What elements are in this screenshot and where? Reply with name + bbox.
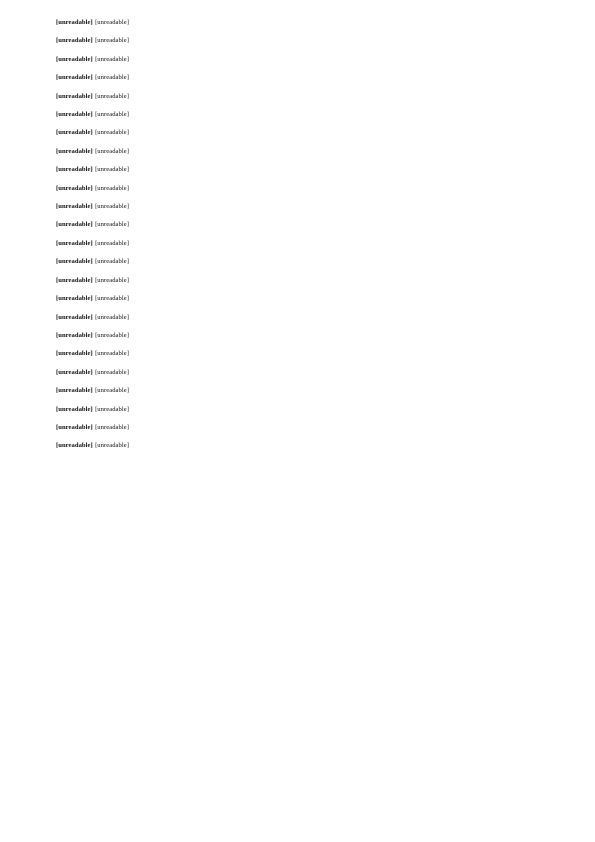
entry-definition: [unreadable]: [95, 37, 129, 45]
entry-term: [unreadable]: [56, 203, 93, 211]
glossary-entry: [56, 73, 555, 82]
entry-definition: [unreadable]: [95, 74, 129, 82]
entry-term: [unreadable]: [56, 295, 93, 303]
entry-term: [unreadable]: [56, 55, 93, 63]
glossary-entry: [56, 239, 555, 248]
entry-definition: [unreadable]: [95, 368, 129, 376]
glossary-entry: [56, 165, 555, 174]
entry-definition: [unreadable]: [95, 442, 129, 450]
glossary-entry: [56, 18, 555, 27]
entry-definition: [unreadable]: [95, 239, 129, 247]
entry-definition: [unreadable]: [95, 350, 129, 358]
glossary-entry: [56, 441, 555, 450]
glossary-entry: [56, 257, 555, 266]
entry-term: [unreadable]: [56, 276, 93, 284]
entry-definition: [unreadable]: [95, 129, 129, 137]
glossary-list: [56, 18, 555, 451]
entry-definition: [unreadable]: [95, 331, 129, 339]
entry-definition: [unreadable]: [95, 258, 129, 266]
entry-definition: [unreadable]: [95, 203, 129, 211]
entry-definition: [unreadable]: [95, 295, 129, 303]
entry-definition: [unreadable]: [95, 313, 129, 321]
entry-term: [unreadable]: [56, 368, 93, 376]
entry-definition: [unreadable]: [95, 276, 129, 284]
entry-definition: [unreadable]: [95, 147, 129, 155]
entry-definition: [unreadable]: [95, 166, 129, 174]
glossary-entry: [56, 313, 555, 322]
glossary-entry: [56, 349, 555, 358]
glossary-entry: [56, 368, 555, 377]
glossary-entry: [56, 294, 555, 303]
entry-definition: [unreadable]: [95, 111, 129, 119]
entry-definition: [unreadable]: [95, 92, 129, 100]
entry-term: [unreadable]: [56, 423, 93, 431]
entry-definition: [unreadable]: [95, 184, 129, 192]
entry-definition: [unreadable]: [95, 221, 129, 229]
glossary-entry: [56, 36, 555, 45]
entry-definition: [unreadable]: [95, 387, 129, 395]
glossary-entry: [56, 276, 555, 285]
entry-term: [unreadable]: [56, 111, 93, 119]
entry-term: [unreadable]: [56, 184, 93, 192]
entry-term: [unreadable]: [56, 405, 93, 413]
entry-definition: [unreadable]: [95, 405, 129, 413]
glossary-entry: [56, 405, 555, 414]
entry-term: [unreadable]: [56, 331, 93, 339]
entry-term: [unreadable]: [56, 37, 93, 45]
entry-definition: [unreadable]: [95, 55, 129, 63]
entry-term: [unreadable]: [56, 147, 93, 155]
entry-term: [unreadable]: [56, 221, 93, 229]
entry-definition: [unreadable]: [95, 19, 129, 26]
glossary-entry: [56, 110, 555, 119]
glossary-entry: [56, 92, 555, 101]
entry-term: [unreadable]: [56, 313, 93, 321]
entry-term: [unreadable]: [56, 258, 93, 266]
entry-term: [unreadable]: [56, 92, 93, 100]
glossary-entry: [56, 220, 555, 229]
glossary-entry: [56, 55, 555, 64]
glossary-entry: [56, 128, 555, 137]
entry-term: [unreadable]: [56, 239, 93, 247]
glossary-entry: [56, 423, 555, 432]
glossary-entry: [56, 184, 555, 193]
entry-term: [unreadable]: [56, 442, 93, 450]
entry-term: [unreadable]: [56, 74, 93, 82]
glossary-entry: [56, 202, 555, 211]
entry-term: [unreadable]: [56, 387, 93, 395]
glossary-entry: [56, 331, 555, 340]
glossary-entry: [56, 147, 555, 156]
glossary-entry: [56, 386, 555, 395]
entry-term: [unreadable]: [56, 166, 93, 174]
entry-term: [unreadable]: [56, 19, 93, 26]
entry-term: [unreadable]: [56, 350, 93, 358]
entry-definition: [unreadable]: [95, 423, 129, 431]
entry-term: [unreadable]: [56, 129, 93, 137]
